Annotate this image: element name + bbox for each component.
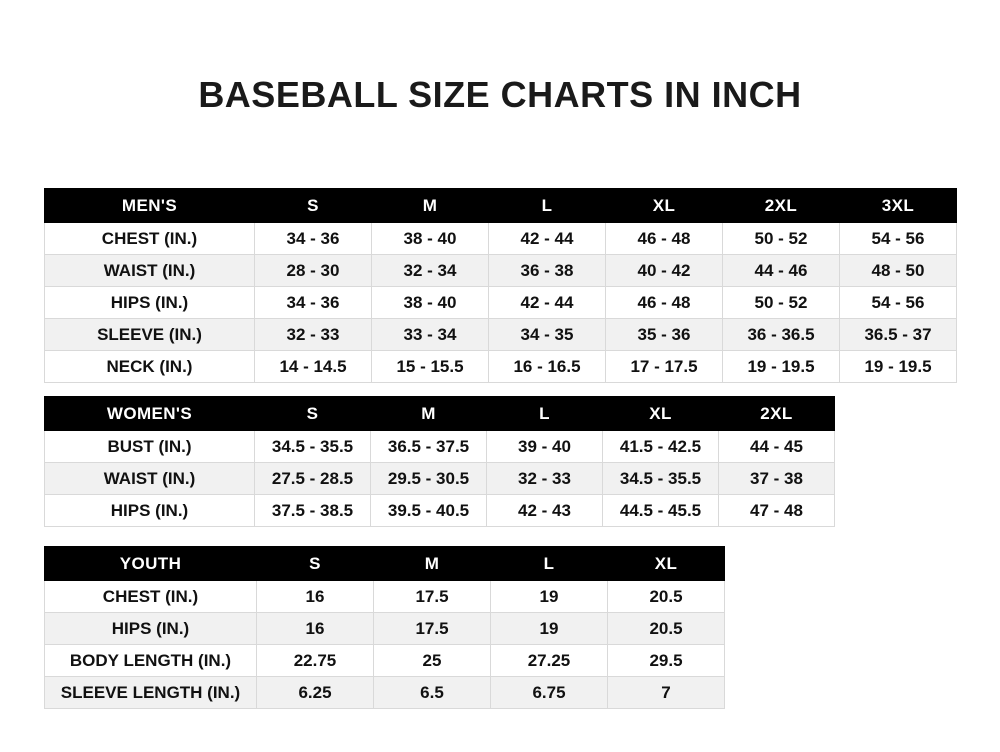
row-label: BODY LENGTH (IN.) bbox=[45, 645, 257, 677]
cell-value: 32 - 33 bbox=[487, 463, 603, 495]
column-header-l: L bbox=[487, 397, 603, 431]
cell-value: 22.75 bbox=[257, 645, 374, 677]
column-header-s: S bbox=[257, 547, 374, 581]
cell-value: 6.25 bbox=[257, 677, 374, 709]
table-row bbox=[45, 287, 957, 319]
cell-value: 48 - 50 bbox=[840, 255, 957, 287]
cell-value: 42 - 44 bbox=[489, 287, 606, 319]
column-header-l: L bbox=[491, 547, 608, 581]
cell-value: 40 - 42 bbox=[606, 255, 723, 287]
cell-value: 42 - 43 bbox=[487, 495, 603, 527]
cell-value: 36.5 - 37.5 bbox=[371, 431, 487, 463]
cell-value: 38 - 40 bbox=[372, 223, 489, 255]
cell-value: 34.5 - 35.5 bbox=[603, 463, 719, 495]
cell-value: 29.5 - 30.5 bbox=[371, 463, 487, 495]
cell-value: 36.5 - 37 bbox=[840, 319, 957, 351]
womens-table-header bbox=[45, 397, 835, 431]
row-label: WAIST (IN.) bbox=[45, 255, 255, 287]
cell-value: 54 - 56 bbox=[840, 287, 957, 319]
cell-value: 42 - 44 bbox=[489, 223, 606, 255]
table-row bbox=[45, 677, 725, 709]
cell-value: 46 - 48 bbox=[606, 287, 723, 319]
row-label: SLEEVE (IN.) bbox=[45, 319, 255, 351]
mens-table-body bbox=[45, 223, 957, 383]
cell-value: 46 - 48 bbox=[606, 223, 723, 255]
row-label: HIPS (IN.) bbox=[45, 287, 255, 319]
cell-value: 50 - 52 bbox=[723, 287, 840, 319]
cell-value: 16 bbox=[257, 613, 374, 645]
cell-value: 44.5 - 45.5 bbox=[603, 495, 719, 527]
cell-value: 6.75 bbox=[491, 677, 608, 709]
cell-value: 36 - 36.5 bbox=[723, 319, 840, 351]
cell-value: 44 - 46 bbox=[723, 255, 840, 287]
cell-value: 44 - 45 bbox=[719, 431, 835, 463]
cell-value: 32 - 33 bbox=[255, 319, 372, 351]
womens-table-body bbox=[45, 431, 835, 527]
cell-value: 27.25 bbox=[491, 645, 608, 677]
table-row bbox=[45, 223, 957, 255]
cell-value: 17.5 bbox=[374, 581, 491, 613]
cell-value: 14 - 14.5 bbox=[255, 351, 372, 383]
table-row bbox=[45, 319, 957, 351]
mens-table-header bbox=[45, 189, 957, 223]
cell-value: 25 bbox=[374, 645, 491, 677]
cell-value: 34.5 - 35.5 bbox=[255, 431, 371, 463]
cell-value: 20.5 bbox=[608, 613, 725, 645]
table-header-row bbox=[45, 547, 725, 581]
column-header-xl: XL bbox=[606, 189, 723, 223]
page-title: BASEBALL SIZE CHARTS IN INCH bbox=[198, 74, 802, 115]
cell-value: 39.5 - 40.5 bbox=[371, 495, 487, 527]
cell-value: 38 - 40 bbox=[372, 287, 489, 319]
cell-value: 37.5 - 38.5 bbox=[255, 495, 371, 527]
column-header-xl: XL bbox=[603, 397, 719, 431]
cell-value: 29.5 bbox=[608, 645, 725, 677]
cell-value: 32 - 34 bbox=[372, 255, 489, 287]
cell-value: 35 - 36 bbox=[606, 319, 723, 351]
mens-size-table bbox=[44, 188, 957, 383]
column-header-s: S bbox=[255, 189, 372, 223]
row-label: HIPS (IN.) bbox=[45, 613, 257, 645]
cell-value: 34 - 36 bbox=[255, 223, 372, 255]
cell-value: 17 - 17.5 bbox=[606, 351, 723, 383]
row-label: CHEST (IN.) bbox=[45, 223, 255, 255]
cell-value: 47 - 48 bbox=[719, 495, 835, 527]
table-row bbox=[45, 463, 835, 495]
column-header-m: M bbox=[371, 397, 487, 431]
youth-table-header bbox=[45, 547, 725, 581]
table-row bbox=[45, 581, 725, 613]
cell-value: 15 - 15.5 bbox=[372, 351, 489, 383]
cell-value: 33 - 34 bbox=[372, 319, 489, 351]
cell-value: 19 - 19.5 bbox=[840, 351, 957, 383]
cell-value: 20.5 bbox=[608, 581, 725, 613]
table-header-row bbox=[45, 189, 957, 223]
row-label: NECK (IN.) bbox=[45, 351, 255, 383]
cell-value: 37 - 38 bbox=[719, 463, 835, 495]
cell-value: 50 - 52 bbox=[723, 223, 840, 255]
column-header-l: L bbox=[489, 189, 606, 223]
cell-value: 54 - 56 bbox=[840, 223, 957, 255]
row-label: BUST (IN.) bbox=[45, 431, 255, 463]
cell-value: 6.5 bbox=[374, 677, 491, 709]
cell-value: 34 - 35 bbox=[489, 319, 606, 351]
cell-value: 36 - 38 bbox=[489, 255, 606, 287]
youth-table-body bbox=[45, 581, 725, 709]
table-row bbox=[45, 255, 957, 287]
table-row bbox=[45, 431, 835, 463]
youth-size-chart bbox=[44, 546, 724, 709]
cell-value: 28 - 30 bbox=[255, 255, 372, 287]
mens-size-chart bbox=[44, 188, 956, 383]
cell-value: 19 bbox=[491, 581, 608, 613]
cell-value: 39 - 40 bbox=[487, 431, 603, 463]
column-header-xl: XL bbox=[608, 547, 725, 581]
youth-size-table bbox=[44, 546, 725, 709]
column-header-2xl: 2XL bbox=[719, 397, 835, 431]
womens-size-chart bbox=[44, 396, 834, 527]
womens-size-table bbox=[44, 396, 835, 527]
table-row bbox=[45, 351, 957, 383]
column-header-m: M bbox=[372, 189, 489, 223]
row-label: SLEEVE LENGTH (IN.) bbox=[45, 677, 257, 709]
cell-value: 34 - 36 bbox=[255, 287, 372, 319]
cell-value: 7 bbox=[608, 677, 725, 709]
cell-value: 19 bbox=[491, 613, 608, 645]
column-header-category: MEN'S bbox=[45, 189, 255, 223]
column-header-category: WOMEN'S bbox=[45, 397, 255, 431]
column-header-s: S bbox=[255, 397, 371, 431]
table-row bbox=[45, 645, 725, 677]
row-label: CHEST (IN.) bbox=[45, 581, 257, 613]
cell-value: 16 - 16.5 bbox=[489, 351, 606, 383]
cell-value: 17.5 bbox=[374, 613, 491, 645]
cell-value: 27.5 - 28.5 bbox=[255, 463, 371, 495]
column-header-category: YOUTH bbox=[45, 547, 257, 581]
row-label: WAIST (IN.) bbox=[45, 463, 255, 495]
table-header-row bbox=[45, 397, 835, 431]
table-row bbox=[45, 613, 725, 645]
column-header-m: M bbox=[374, 547, 491, 581]
row-label: HIPS (IN.) bbox=[45, 495, 255, 527]
column-header-2xl: 2XL bbox=[723, 189, 840, 223]
column-header-3xl: 3XL bbox=[840, 189, 957, 223]
cell-value: 41.5 - 42.5 bbox=[603, 431, 719, 463]
cell-value: 16 bbox=[257, 581, 374, 613]
cell-value: 19 - 19.5 bbox=[723, 351, 840, 383]
table-row bbox=[45, 495, 835, 527]
